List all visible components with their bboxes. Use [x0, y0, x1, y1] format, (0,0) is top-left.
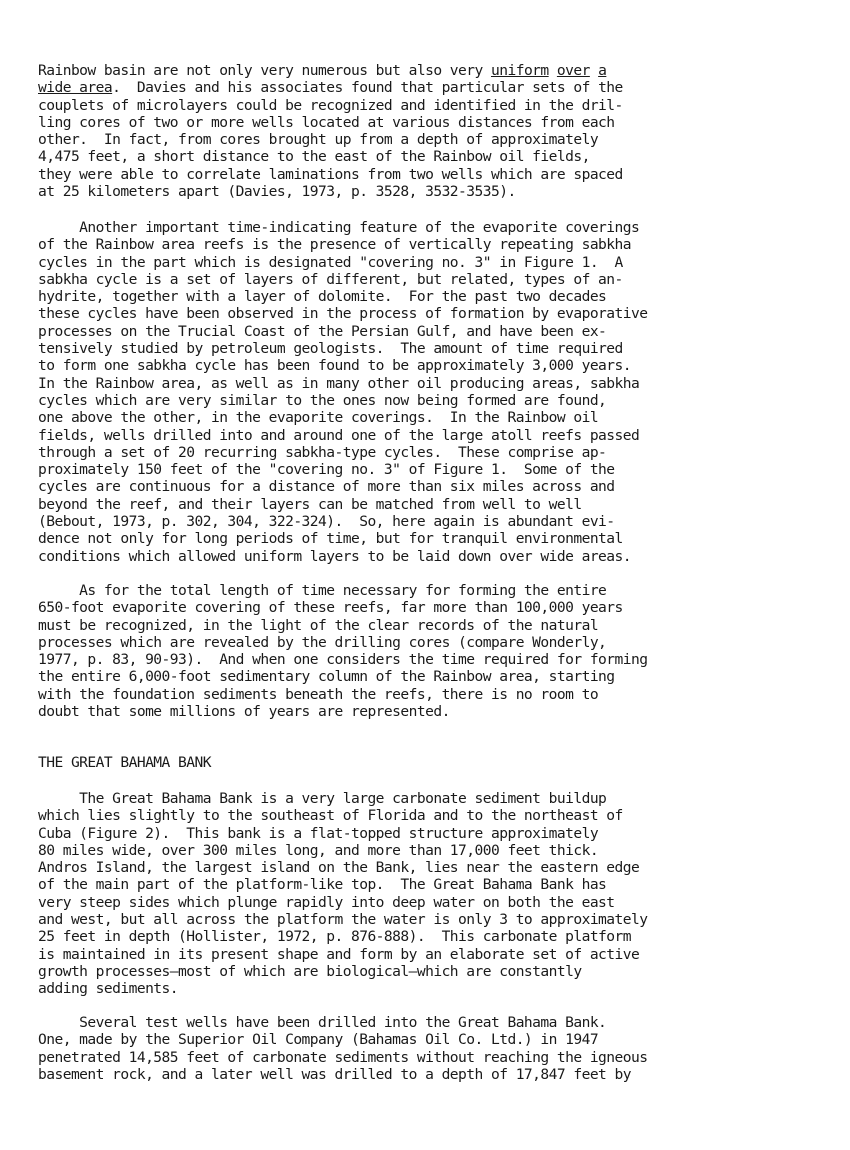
- paragraph-total-time: As for the total length of time necessary for forming the entire 650-foot evaporite covering of these reefs, far more than 100,000 years must be recognized, in the light of the clear records of the natural processes which are revealed by the drilling cores (compare Wonderly, 1977, p. 83, 90-93). And when one considers the time required for forming the entire 6,000-foot sedimentary column of the Rainbow area, starting with the foundation sediments beneath the reefs, there is no room to doubt that some millions of years are represented.: [38, 582, 648, 721]
- section-heading-great-bahama-bank: THE GREAT BAHAMA BANK: [38, 754, 211, 771]
- paragraph-text: [590, 62, 598, 79]
- paragraph-rainbow-laminations: [38, 62, 828, 200]
- underlined-text: wide area: [38, 79, 113, 97]
- underlined-text: a: [598, 62, 607, 79]
- underlined-text: uniform: [491, 62, 549, 79]
- underlined-text: over: [556, 62, 590, 79]
- paragraph-great-bahama-bank: The Great Bahama Bank is a very large carbonate sediment buildup which lies slightly to the southeast of Florida and to the northeast of Cuba (Figure 2). This bank is a flat-topped structure approximately 80 miles wide, over 300 miles long, and more than 17,000 feet thick. Andros Island, the largest island on the Bank, lies near the eastern edge of the main part of the platform-like top. The Great Bahama Bank has very steep sides which plunge rapidly into deep water on both the east and west, but all across the platform the water is only 3 to approximately 25 feet in depth (Hollister, 1972, p. 876-888). This carbonate platform is maintained in its present shape and form by an elaborate set of active growth processes—most of which are biological—which are constantly adding sediments.: [38, 790, 648, 998]
- paragraph-test-wells: Several test wells have been drilled into the Great Bahama Bank. One, made by the Superior Oil Company (Bahamas Oil Co. Ltd.) in 1947 penetrated 14,585 feet of carbonate sediments without reaching the igneous basement rock, and a later well was drilled to a depth of 17,847 feet by: [38, 1014, 648, 1083]
- paragraph-text: [549, 62, 557, 79]
- paragraph-text: Rainbow basin are not only very numerous but also very: [38, 62, 491, 79]
- paragraph-sabkha-cycles: Another important time-indicating feature of the evaporite coverings of the Rainbow area reefs is the presence of vertically repeating sabkha cycles in the part which is designated "covering no. 3" in Figure 1. A sabkha cycle is a set of layers of different, but related, types of an- hydrite, together with a layer of dolomite. For the past two decades these cycles have been observed in the process of formation by evaporative processes on the Trucial Coast of the Persian Gulf, and have been ex- tensively studied by petroleum geologists. The amount of time required to form one sabkha cycle has been found to be approximately 3,000 years. In the Rainbow area, as well as in many other oil producing areas, sabkha cycles which are very similar to the ones now being formed are found, one above the other, in the evaporite coverings. In the Rainbow oil fields, wells drilled into and around one of the large atoll reefs passed through a set of 20 recurring sabkha-type cycles. These comprise ap- proximately 150 feet of the "covering no. 3" of Figure 1. Some of the cycles are continuous for a distance of more than six miles across and beyond the reef, and their layers can be matched from well to well (Bebout, 1973, p. 302, 304, 322-324). So, here again is abundant evi- dence not only for long periods of time, but for tranquil environmental conditions which allowed uniform layers to be laid down over wide areas.: [38, 219, 648, 565]
- paragraph-text: . Davies and his associates found that particular sets of the couplets of microlayers could be recognized and identified in the dril- ling cores of two or more wells located at various distances from each other. In fact, from cores brought up from a depth of approximately 4,475 feet, a short distance to the east of the Rainbow oil fields, they were able to correlate laminations from two wells which are spaced at 25 kilometers apart (Davies, 1973, p. 3528, 3532-3535).: [38, 79, 623, 201]
